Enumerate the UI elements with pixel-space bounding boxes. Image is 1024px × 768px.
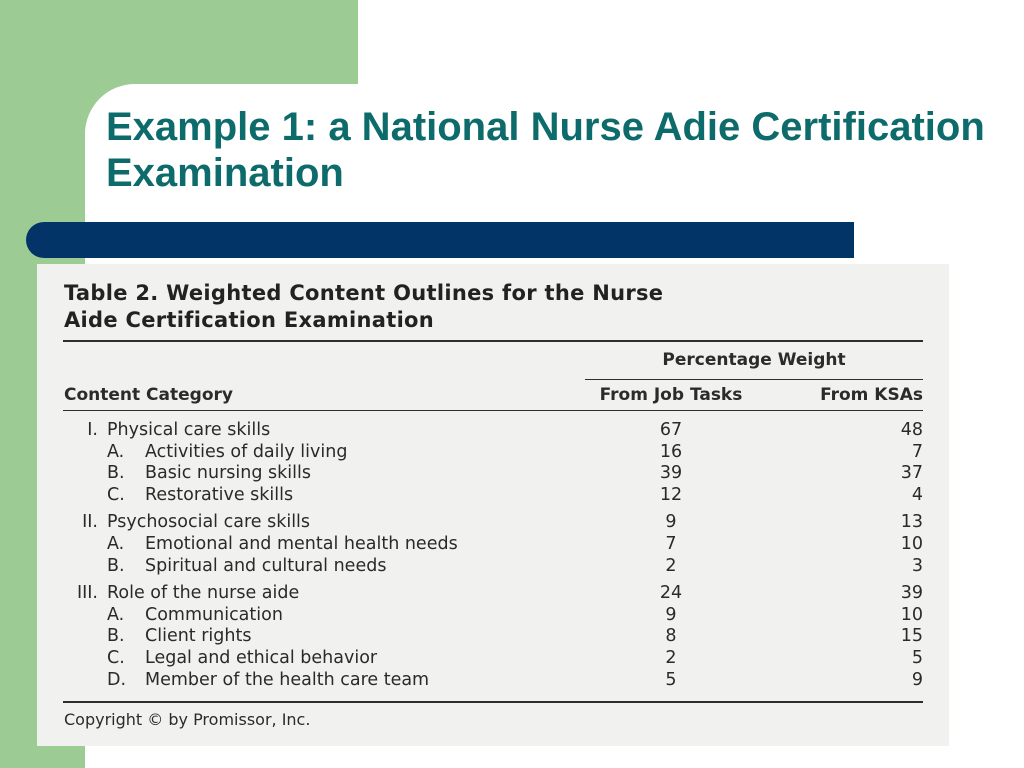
row-job-tasks-value: 2 <box>665 555 677 576</box>
row-label: Basic nursing skills <box>145 463 311 484</box>
row-letter: B. <box>107 555 125 576</box>
table-row <box>64 605 924 627</box>
row-ksas-value: 10 <box>900 533 923 554</box>
table-row <box>64 556 924 578</box>
row-ksas-value: 10 <box>900 604 923 625</box>
row-job-tasks-value: 12 <box>659 484 683 505</box>
table-caption-line-2: Aide Certification Examination <box>64 308 435 332</box>
row-number: I. <box>87 420 98 440</box>
row-ksas-value: 48 <box>900 420 923 440</box>
row-job-tasks-value: 5 <box>665 669 677 690</box>
row-label: Legal and ethical behavior <box>145 647 378 668</box>
table-row <box>64 442 924 464</box>
row-ksas-value: 39 <box>900 583 923 604</box>
row-letter: A. <box>107 533 125 554</box>
row-number: III. <box>76 583 98 604</box>
table-body <box>64 420 924 691</box>
row-ksas-value: 7 <box>911 441 923 462</box>
row-label: Role of the nurse aide <box>107 583 300 604</box>
row-letter: C. <box>107 484 125 505</box>
table-row <box>64 648 924 670</box>
table-row <box>64 463 924 485</box>
title-divider-bar <box>26 222 854 258</box>
ksas-header: From KSAs <box>820 385 923 405</box>
row-letter: B. <box>107 463 125 484</box>
row-job-tasks-value: 39 <box>659 463 683 484</box>
table-row <box>64 626 924 648</box>
row-job-tasks-value: 8 <box>665 626 677 647</box>
row-letter: D. <box>107 669 127 690</box>
table-top-rule <box>63 340 923 342</box>
table-row <box>64 420 924 442</box>
row-job-tasks-value: 9 <box>665 512 677 533</box>
row-job-tasks-value: 16 <box>659 441 683 462</box>
table-row <box>64 512 924 534</box>
row-label: Restorative skills <box>145 484 294 505</box>
content-category-header: Content Category <box>64 385 233 405</box>
row-job-tasks-value: 2 <box>665 647 677 668</box>
scanned-table-image <box>37 264 949 746</box>
row-label: Physical care skills <box>107 420 271 440</box>
row-letter: A. <box>107 604 125 625</box>
row-label: Communication <box>145 604 283 625</box>
percentage-weight-header: Percentage Weight <box>662 350 846 370</box>
row-label: Emotional and mental health needs <box>145 533 458 554</box>
row-ksas-value: 3 <box>911 555 923 576</box>
row-ksas-value: 9 <box>911 669 923 690</box>
row-label: Client rights <box>145 626 252 647</box>
table-row <box>64 670 924 692</box>
row-label: Psychosocial care skills <box>107 512 311 533</box>
table-row <box>64 583 924 605</box>
row-letter: C. <box>107 647 125 668</box>
row-label: Activities of daily living <box>145 441 348 462</box>
slide-title: Example 1: a National Nurse Adie Certification Examination <box>106 105 985 195</box>
job-tasks-header: From Job Tasks <box>599 385 743 405</box>
row-ksas-value: 37 <box>900 463 923 484</box>
row-job-tasks-value: 7 <box>665 533 677 554</box>
row-number: II. <box>82 512 98 533</box>
row-job-tasks-value: 9 <box>665 604 677 625</box>
table-bottom-rule <box>63 701 923 703</box>
row-job-tasks-value: 67 <box>659 420 683 440</box>
table-caption-line-1: Table 2. Weighted Content Outlines for the Nurse <box>64 281 664 305</box>
copyright-note: Copyright © by Promissor, Inc. <box>64 710 311 729</box>
table-row <box>64 534 924 556</box>
row-ksas-value: 4 <box>911 484 923 505</box>
table-header-rule <box>63 410 923 411</box>
row-letter: B. <box>107 626 125 647</box>
table-row <box>64 485 924 507</box>
row-ksas-value: 5 <box>911 647 923 668</box>
percentage-weight-rule <box>585 379 923 380</box>
row-job-tasks-value: 24 <box>659 583 683 604</box>
row-ksas-value: 13 <box>900 512 923 533</box>
row-ksas-value: 15 <box>900 626 923 647</box>
row-label: Member of the health care team <box>145 669 430 690</box>
row-label: Spiritual and cultural needs <box>145 555 387 576</box>
row-letter: A. <box>107 441 125 462</box>
table-caption <box>64 280 663 334</box>
